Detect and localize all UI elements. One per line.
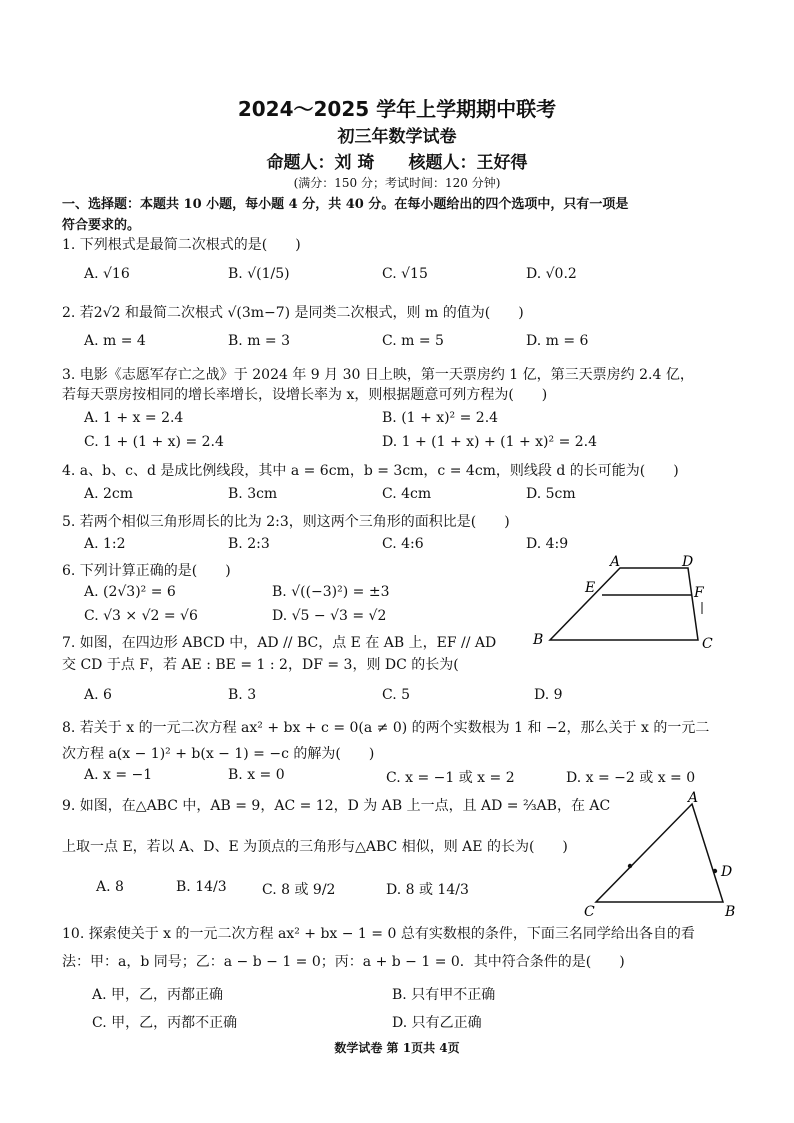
triangle-abc bbox=[596, 804, 723, 902]
q4-option-a[interactable]: A. 2cm bbox=[84, 486, 134, 502]
trapezoid-abcd bbox=[550, 568, 698, 640]
q8-stem-line2: 次方程 a(x − 1)² + b(x − 1) = −c 的解为( ) bbox=[62, 746, 375, 762]
q10-option-a[interactable]: A. 甲，乙，丙都正确 bbox=[92, 987, 224, 1003]
q8-option-a[interactable]: A. x = −1 bbox=[84, 767, 153, 783]
q4-stem: 4. a、b、c、d 是成比例线段，其中 a = 6cm，b = 3cm，c = 4cm，则线段 d 的长可能为( ) bbox=[62, 463, 679, 479]
q10-option-b[interactable]: B. 只有甲不正确 bbox=[392, 987, 496, 1003]
label-e: E bbox=[585, 580, 596, 596]
q5-option-a[interactable]: A. 1:2 bbox=[84, 536, 126, 552]
exam-subtitle: 初三年数学试卷 bbox=[337, 127, 457, 147]
exam-authors: 命题人：刘 琦 核题人：王好得 bbox=[266, 153, 528, 173]
q4-option-d[interactable]: D. 5cm bbox=[526, 486, 576, 502]
q1-option-c[interactable]: C. √15 bbox=[382, 266, 428, 282]
q1-option-a[interactable]: A. √16 bbox=[84, 266, 130, 282]
q2-option-d[interactable]: D. m = 6 bbox=[526, 333, 589, 349]
q7-option-c[interactable]: C. 5 bbox=[382, 687, 411, 703]
q2-stem: 2. 若2√2 和最简二次根式 √(3m−7) 是同类二次根式，则 m 的值为( ) bbox=[62, 305, 524, 321]
q8-option-c[interactable]: C. x = −1 或 x = 2 bbox=[386, 770, 515, 786]
q3-option-d[interactable]: D. 1 + (1 + x) + (1 + x)² = 2.4 bbox=[382, 434, 598, 450]
q5-stem: 5. 若两个相似三角形周长的比为 2:3，则这两个三角形的面积比是( ) bbox=[62, 514, 510, 530]
q1-option-b[interactable]: B. √(1/5) bbox=[228, 266, 290, 282]
q9-option-b[interactable]: B. 14/3 bbox=[176, 879, 227, 895]
label-f: F bbox=[694, 585, 704, 601]
q8-option-d[interactable]: D. x = −2 或 x = 0 bbox=[566, 770, 696, 786]
q4-option-c[interactable]: C. 4cm bbox=[382, 486, 432, 502]
label-b: B bbox=[725, 904, 736, 920]
q9-option-d[interactable]: D. 8 或 14/3 bbox=[386, 882, 469, 898]
q6-option-c[interactable]: C. √3 × √2 = √6 bbox=[84, 608, 198, 624]
q6-option-a[interactable]: A. (2√3)² = 6 bbox=[84, 584, 176, 600]
q7-stem-line1: 7. 如图，在四边形 ABCD 中，AD // BC，点 E 在 AB 上，EF // AD bbox=[62, 635, 497, 651]
q9-option-c[interactable]: C. 8 或 9/2 bbox=[262, 882, 336, 898]
q5-option-b[interactable]: B. 2:3 bbox=[228, 536, 270, 552]
label-a: A bbox=[610, 554, 621, 570]
q7-option-d[interactable]: D. 9 bbox=[534, 687, 563, 703]
q6-option-d[interactable]: D. √5 − √3 = √2 bbox=[272, 608, 387, 624]
exam-title: 2024～2025 学年上学期期中联考 bbox=[237, 97, 557, 121]
label-a: A bbox=[688, 790, 699, 806]
q5-option-d[interactable]: D. 4:9 bbox=[526, 536, 569, 552]
q9-triangle-figure bbox=[578, 790, 748, 920]
point-d bbox=[713, 869, 717, 873]
q1-stem: 1. 下列根式是最简二次根式的是( ) bbox=[62, 237, 301, 253]
q5-option-c[interactable]: C. 4:6 bbox=[382, 536, 424, 552]
label-b: B bbox=[533, 632, 544, 648]
q9-stem-line2: 上取一点 E，若以 A、D、E 为顶点的三角形与△ABC 相似，则 AE 的长为( ) bbox=[62, 839, 568, 855]
q6-option-b[interactable]: B. √((−3)²) = ±3 bbox=[272, 584, 390, 600]
q2-option-c[interactable]: C. m = 5 bbox=[382, 333, 444, 349]
point-on-ac bbox=[628, 864, 632, 868]
q3-option-b[interactable]: B. (1 + x)² = 2.4 bbox=[382, 410, 499, 426]
q8-stem-line1: 8. 若关于 x 的一元二次方程 ax² + bx + c = 0(a ≠ 0) 的两个实数根为 1 和 −2，那么关于 x 的一元二 bbox=[62, 720, 710, 736]
q7-trapezoid-figure bbox=[525, 550, 725, 650]
q3-option-a[interactable]: A. 1 + x = 2.4 bbox=[84, 410, 184, 426]
q3-option-c[interactable]: C. 1 + (1 + x) = 2.4 bbox=[84, 434, 224, 450]
q7-option-b[interactable]: B. 3 bbox=[228, 687, 257, 703]
q3-stem-line1: 3. 电影《志愿军存亡之战》于 2024 年 9 月 30 日上映，第一天票房约 1 亿，第三天票房约 2.4 亿， bbox=[62, 367, 694, 383]
label-d: D bbox=[721, 864, 733, 880]
q7-stem-line2: 交 CD 于点 F，若 AE : BE = 1 : 2，DF = 3，则 DC 的长为( bbox=[62, 657, 459, 673]
page-footer: 数学试卷 第 1页共 4页 bbox=[334, 1041, 460, 1055]
section-heading-line2: 符合要求的。 bbox=[62, 218, 141, 233]
q2-option-b[interactable]: B. m = 3 bbox=[228, 333, 291, 349]
q8-option-b[interactable]: B. x = 0 bbox=[228, 767, 285, 783]
label-d: D bbox=[682, 554, 694, 570]
q4-option-b[interactable]: B. 3cm bbox=[228, 486, 278, 502]
q1-option-d[interactable]: D. √0.2 bbox=[526, 266, 577, 282]
q6-stem: 6. 下列计算正确的是( ) bbox=[62, 563, 231, 579]
q2-option-a[interactable]: A. m = 4 bbox=[84, 333, 146, 349]
q10-stem-line1: 10. 探索使关于 x 的一元二次方程 ax² + bx − 1 = 0 总有实数根的条件，下面三名同学给出各自的看 bbox=[62, 926, 695, 942]
q9-stem-line1: 9. 如图，在△ABC 中，AB = 9，AC = 12，D 为 AB 上一点，且 AD = ⅔AB，在 AC bbox=[62, 798, 611, 814]
section-heading-line1: 一、选择题：本题共 10 小题，每小题 4 分，共 40 分。在每小题给出的四个选项中，只有一项是 bbox=[62, 197, 629, 212]
q10-stem-line2: 法：甲：a，b 同号；乙：a − b − 1 = 0；丙：a + b − 1 = 0．其中符合条件的是( ) bbox=[62, 954, 625, 970]
q3-stem-line2: 若每天票房按相同的增长率增长，设增长率为 x，则根据题意可列方程为( ) bbox=[62, 387, 548, 403]
q10-option-d[interactable]: D. 只有乙正确 bbox=[392, 1015, 482, 1031]
label-c: C bbox=[584, 904, 595, 920]
q9-option-a[interactable]: A. 8 bbox=[96, 879, 124, 895]
label-c: C bbox=[702, 636, 713, 650]
q7-option-a[interactable]: A. 6 bbox=[84, 687, 112, 703]
q10-option-c[interactable]: C. 甲，乙，丙都不正确 bbox=[92, 1015, 238, 1031]
exam-meta: (满分：150 分；考试时间：120 分钟) bbox=[293, 176, 501, 190]
